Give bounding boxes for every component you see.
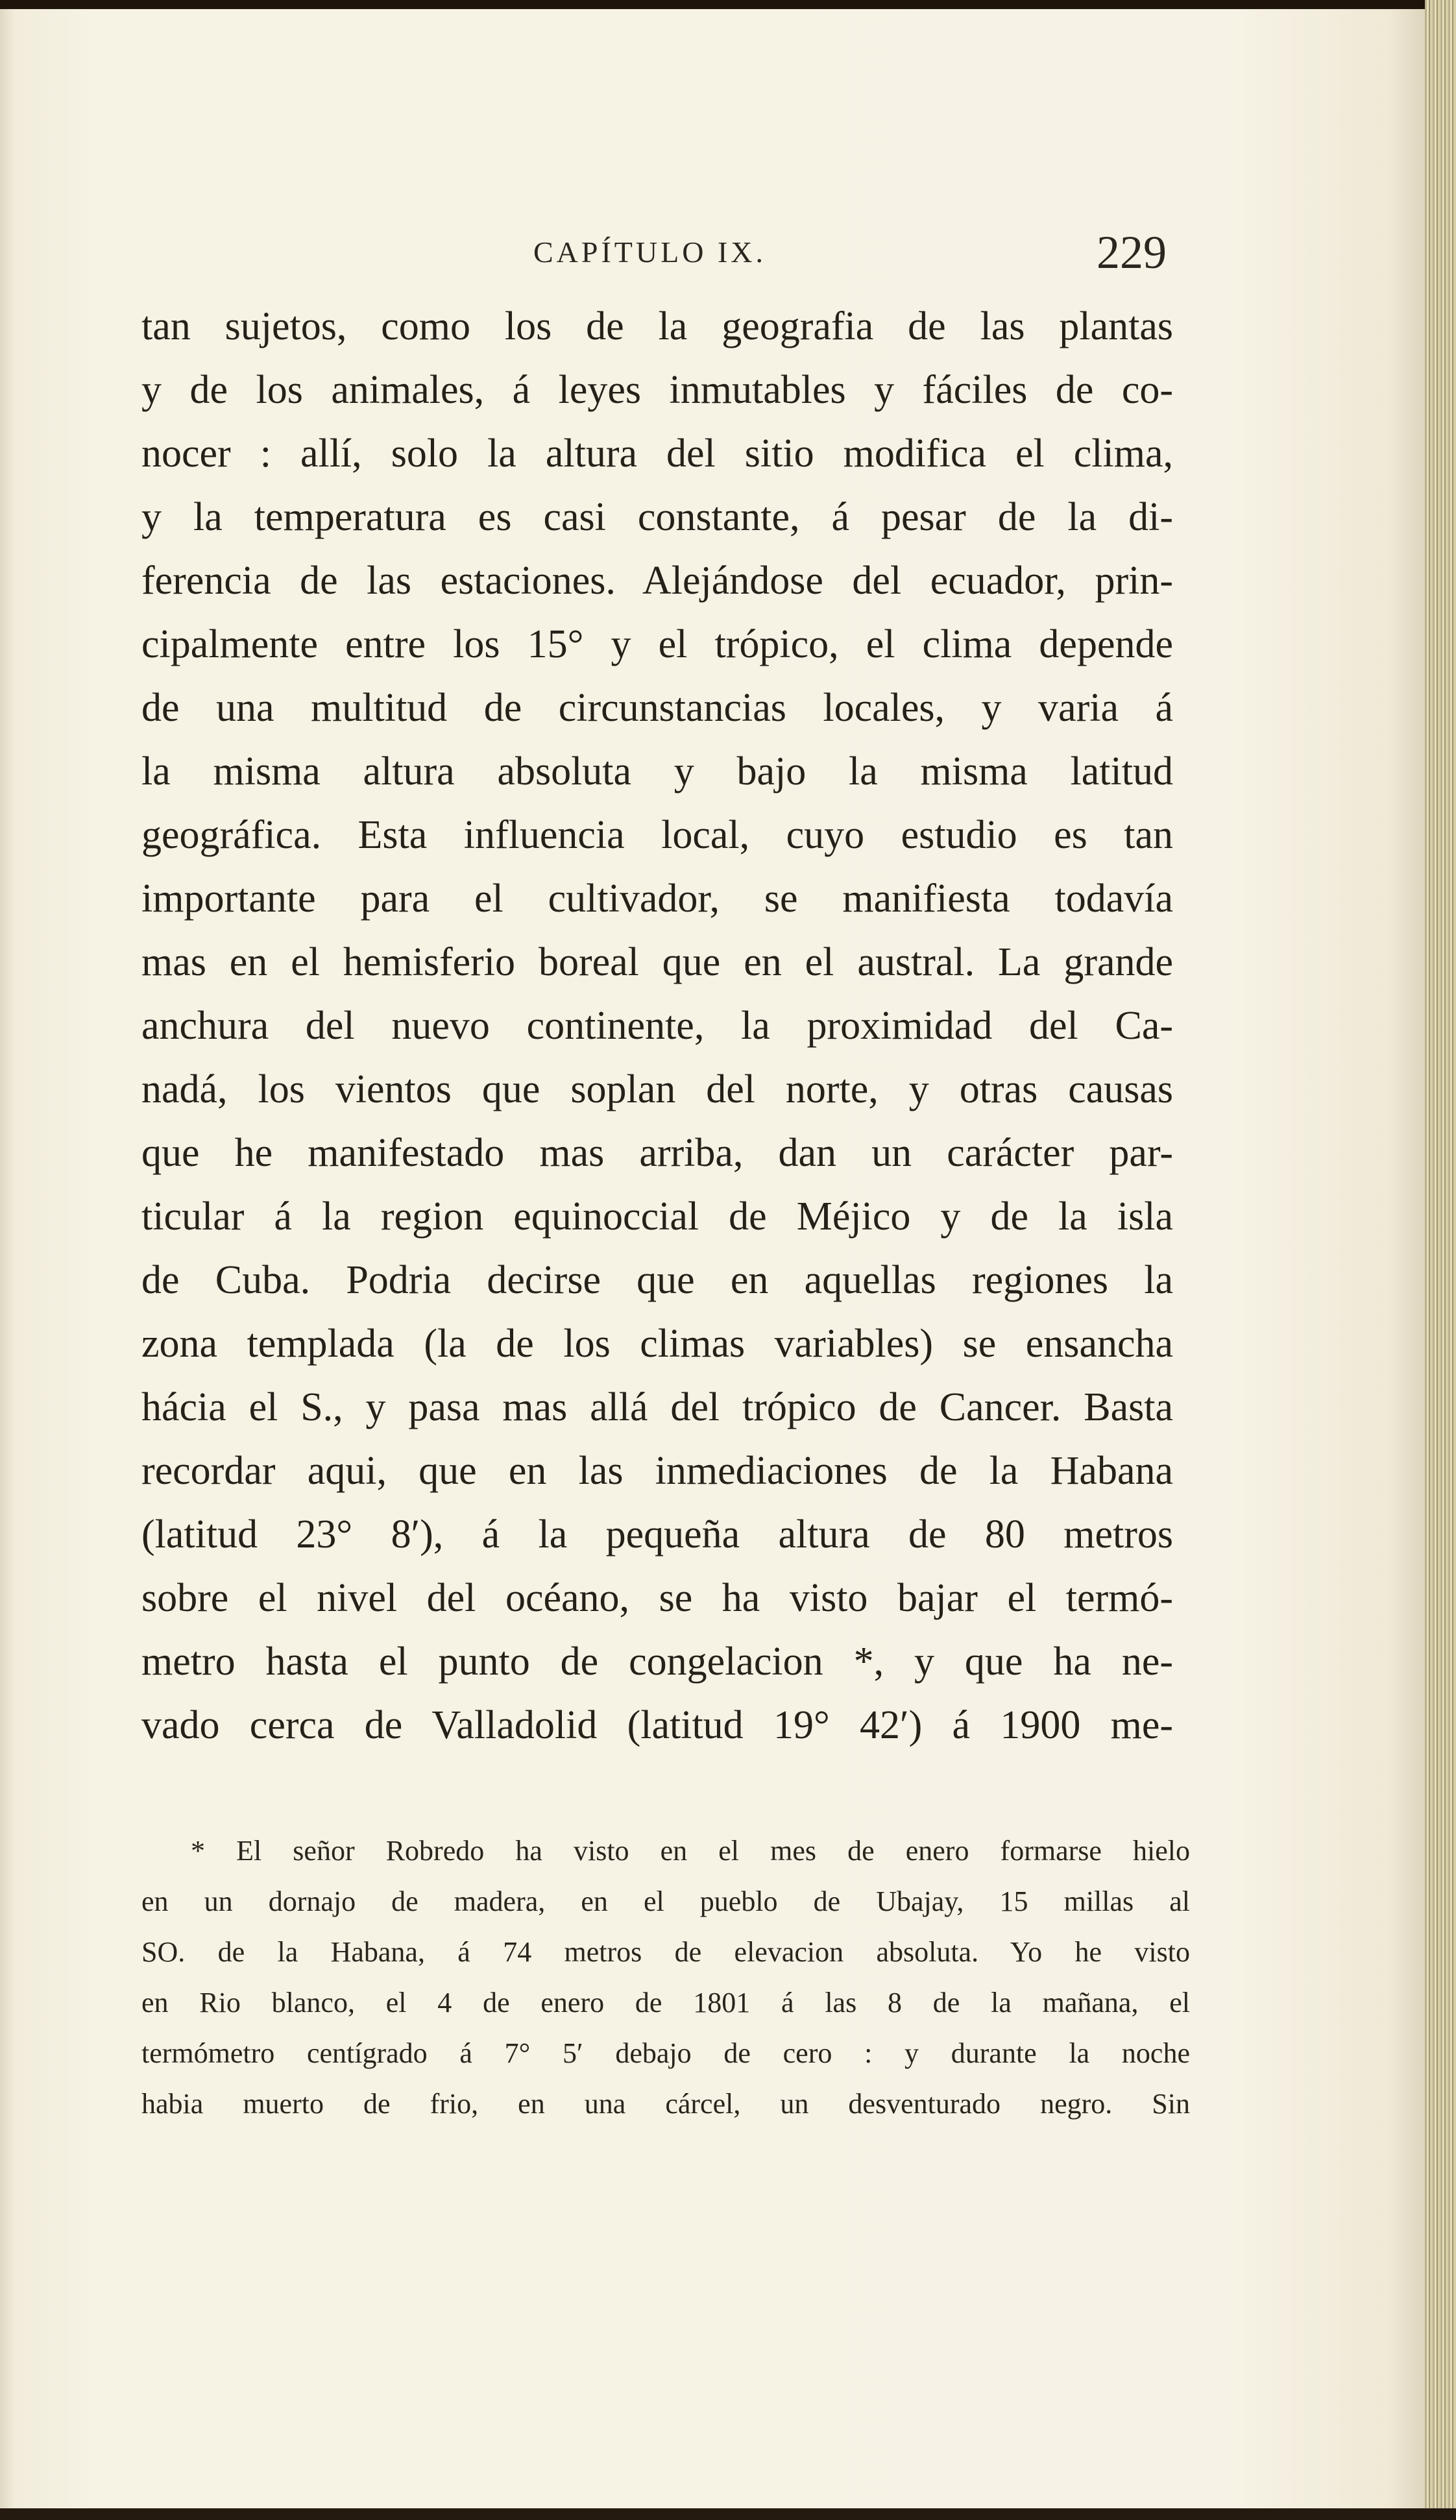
text-line: ferencia de las estaciones. Alejándose del ecuador, prin- xyxy=(141,559,1173,603)
text-line: cipalmente entre los 15° y el trópico, el clima depende xyxy=(141,622,1173,666)
text-line: la misma altura absoluta y bajo la misma latitud xyxy=(141,749,1173,794)
text-line: metro hasta el punto de congelacion *, y que ha ne- xyxy=(141,1640,1173,1684)
text-line: (latitud 23° 8′), á la pequeña altura de 80 metros xyxy=(141,1512,1173,1557)
text-line: mas en el hemisferio boreal que en el austral. La grande xyxy=(141,940,1173,984)
text-line: geográfica. Esta influencia local, cuyo estudio es tan xyxy=(141,813,1173,857)
footnote-line: habia muerto de frio, en una cárcel, un desventurado negro. Sin xyxy=(141,2088,1190,2120)
running-head: CAPÍTULO IX. xyxy=(533,236,766,269)
text-line: de una multitud de circunstancias locales, y varia á xyxy=(141,686,1173,730)
text-line: y de los animales, á leyes inmutables y fáciles de co- xyxy=(141,368,1173,412)
text-line: tan sujetos, como los de la geografia de las plantas xyxy=(141,304,1173,348)
text-line: ticular á la region equinoccial de Méjico y de la isla xyxy=(141,1194,1173,1239)
page-edge xyxy=(1425,0,1456,2520)
footnote-line: * El señor Robredo ha visto en el mes de enero formarse hielo xyxy=(191,1835,1190,1867)
text-line: hácia el S., y pasa mas allá del trópico de Cancer. Basta xyxy=(141,1385,1173,1429)
text-line: de Cuba. Podria decirse que en aquellas regiones la xyxy=(141,1258,1173,1302)
text-line: recordar aqui, que en las inmediaciones de la Habana xyxy=(141,1449,1173,1493)
bottom-edge xyxy=(0,2508,1456,2520)
text-line: zona templada (la de los climas variables) se ensancha xyxy=(141,1322,1173,1366)
text-line: importante para el cultivador, se manifiesta todavía xyxy=(141,877,1173,921)
footnote-line: SO. de la Habana, á 74 metros de elevacion absoluta. Yo he visto xyxy=(141,1936,1190,1968)
text-line: sobre el nivel del océano, se ha visto bajar el termó- xyxy=(141,1576,1173,1620)
text-line: vado cerca de Valladolid (latitud 19° 42′) á 1900 me- xyxy=(141,1703,1173,1747)
text-line: anchura del nuevo continente, la proximidad del Ca- xyxy=(141,1004,1173,1048)
text-line: nocer : allí, solo la altura del sitio modifica el clima, xyxy=(141,431,1173,476)
footnote-line: en Rio blanco, el 4 de enero de 1801 á las 8 de la mañana, el xyxy=(141,1987,1190,2018)
footnote-line: termómetro centígrado á 7° 5′ debajo de cero : y durante la noche xyxy=(141,2037,1190,2069)
text-line: y la temperatura es casi constante, á pesar de la di- xyxy=(141,495,1173,539)
book-page xyxy=(0,9,1425,2508)
text-line: que he manifestado mas arriba, dan un carácter par- xyxy=(141,1131,1173,1175)
body-text xyxy=(141,295,1173,1757)
footnote-line: en un dornajo de madera, en el pueblo de Ubajay, 15 millas al xyxy=(141,1885,1190,1917)
text-line: nadá, los vientos que soplan del norte, y otras causas xyxy=(141,1067,1173,1111)
footnote xyxy=(141,1826,1190,2129)
page-number: 229 xyxy=(1097,226,1167,278)
page-header xyxy=(0,226,1425,284)
